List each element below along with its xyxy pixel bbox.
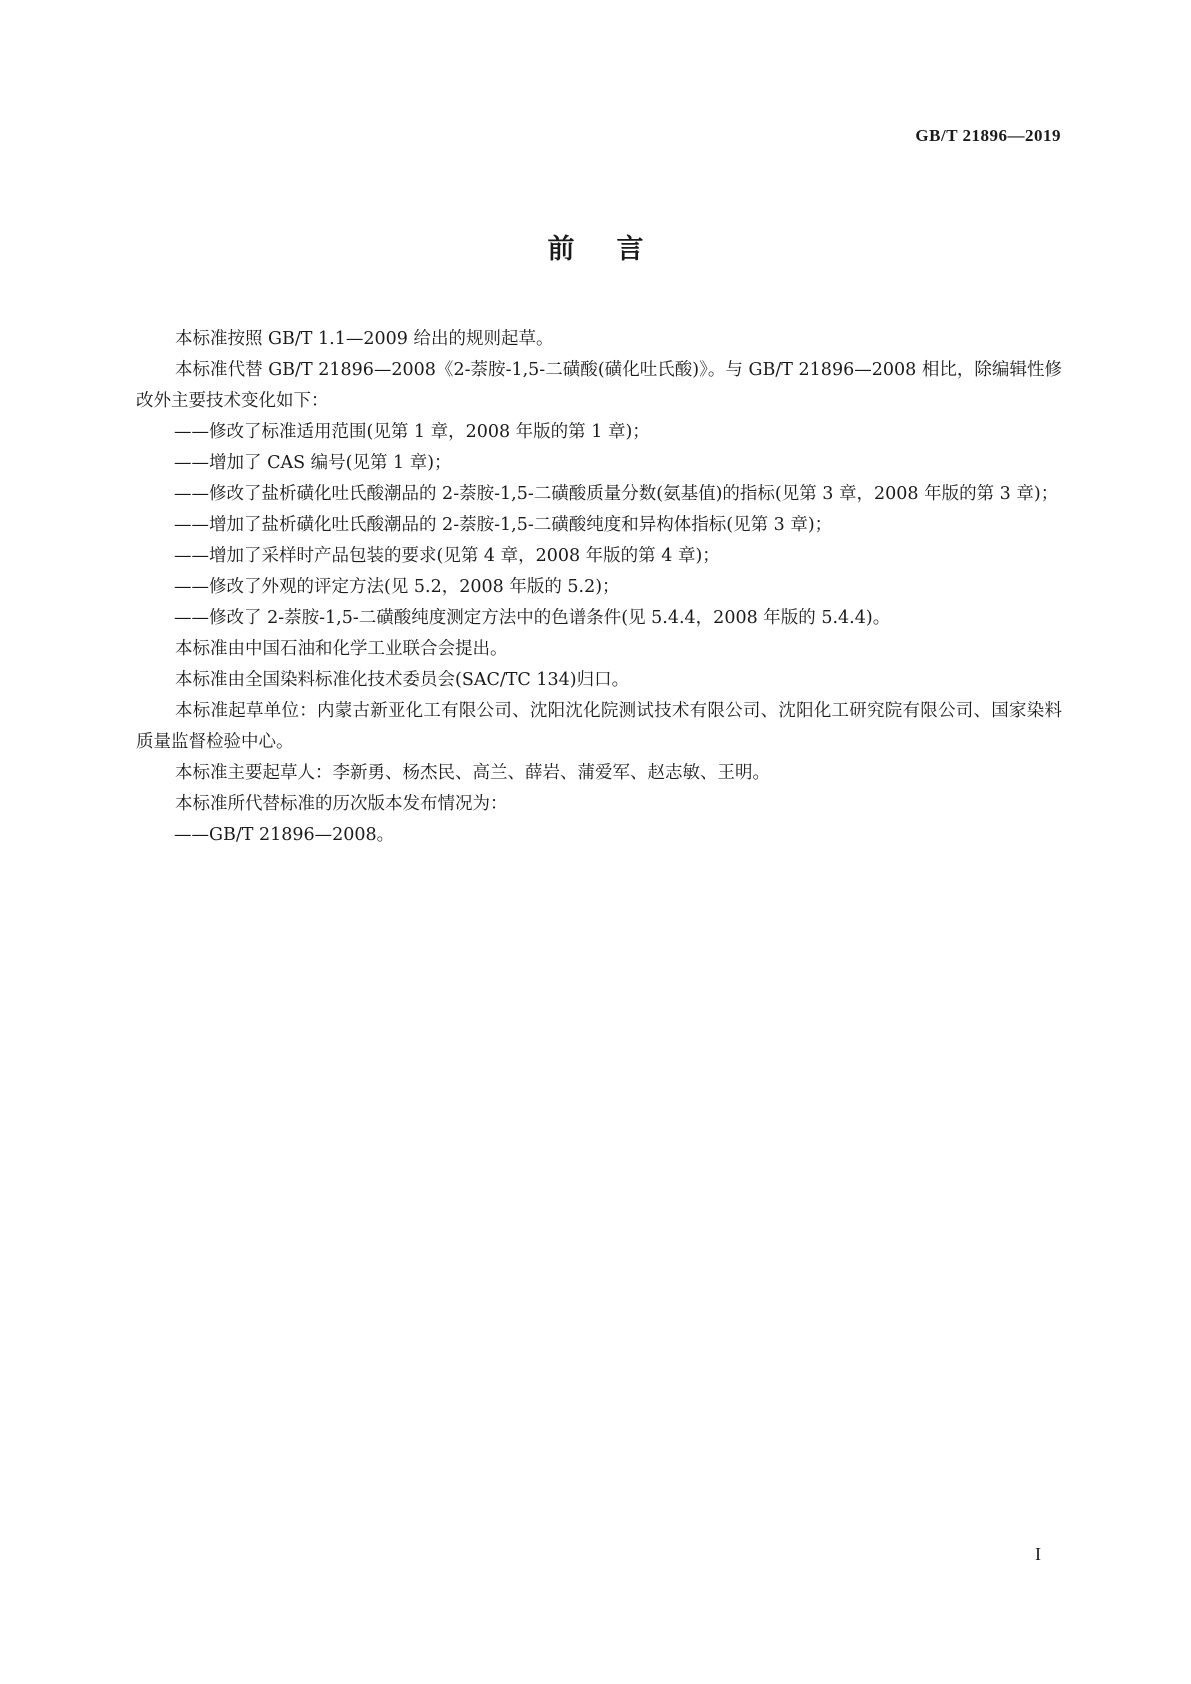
paragraph-committee: 本标准由全国染料标准化技术委员会(SAC/TC 134)归口。 <box>175 670 630 690</box>
paragraph-drafting-units: 本标准起草单位：内蒙古新亚化工有限公司、沈阳沈化院测试技术有限公司、沈阳化工研究院有限公司、国家染料质量监督检验中心。 <box>136 701 1062 752</box>
change-item-cas: ——增加了 CAS 编号(见第 1 章)； <box>174 453 452 473</box>
paragraph-drafters: 本标准主要起草人：李新勇、杨杰民、高兰、薛岩、蒲爱军、赵志敏、王明。 <box>175 763 770 783</box>
paragraph-replacement: 本标准代替 GB/T 21896—2008《2-萘胺-1,5-二磺酸(磺化吐氏酸)》。与 GB/T 21896—2008 相比，除编辑性修改外主要技术变化如下： <box>136 360 1062 411</box>
history-item: ——GB/T 21896—2008。 <box>174 825 395 845</box>
page-number: I <box>1035 1544 1041 1564</box>
change-item-chromatography: ——修改了 2-萘胺-1,5-二磺酸纯度测定方法中的色谱条件(见 5.4.4，2008 年版的 5.4.4)。 <box>174 608 891 628</box>
paragraph-proposer: 本标准由中国石油和化学工业联合会提出。 <box>175 639 508 659</box>
change-item-purity: ——增加了盐析磺化吐氏酸潮品的 2-萘胺-1,5-二磺酸纯度和异构体指标(见第 3 章)； <box>174 515 833 535</box>
paragraph-history-intro: 本标准所代替标准的历次版本发布情况为： <box>175 794 508 814</box>
standard-code: GB/T 21896—2019 <box>915 126 1061 145</box>
change-item-mass-fraction: ——修改了盐析磺化吐氏酸潮品的 2-萘胺-1,5-二磺酸质量分数(氨基值)的指标(见第 3 章，2008 年版的第 3 章)； <box>174 484 1059 504</box>
paragraph-drafting-rules: 本标准按照 GB/T 1.1—2009 给出的规则起草。 <box>175 329 554 349</box>
change-item-scope: ——修改了标准适用范围(见第 1 章，2008 年版的第 1 章)； <box>174 422 650 442</box>
change-item-appearance: ——修改了外观的评定方法(见 5.2，2008 年版的 5.2)； <box>174 577 620 597</box>
document-body <box>136 324 1062 851</box>
page-title: 前言 <box>547 234 686 265</box>
change-item-packaging: ——增加了采样时产品包装的要求(见第 4 章，2008 年版的第 4 章)； <box>174 546 720 566</box>
